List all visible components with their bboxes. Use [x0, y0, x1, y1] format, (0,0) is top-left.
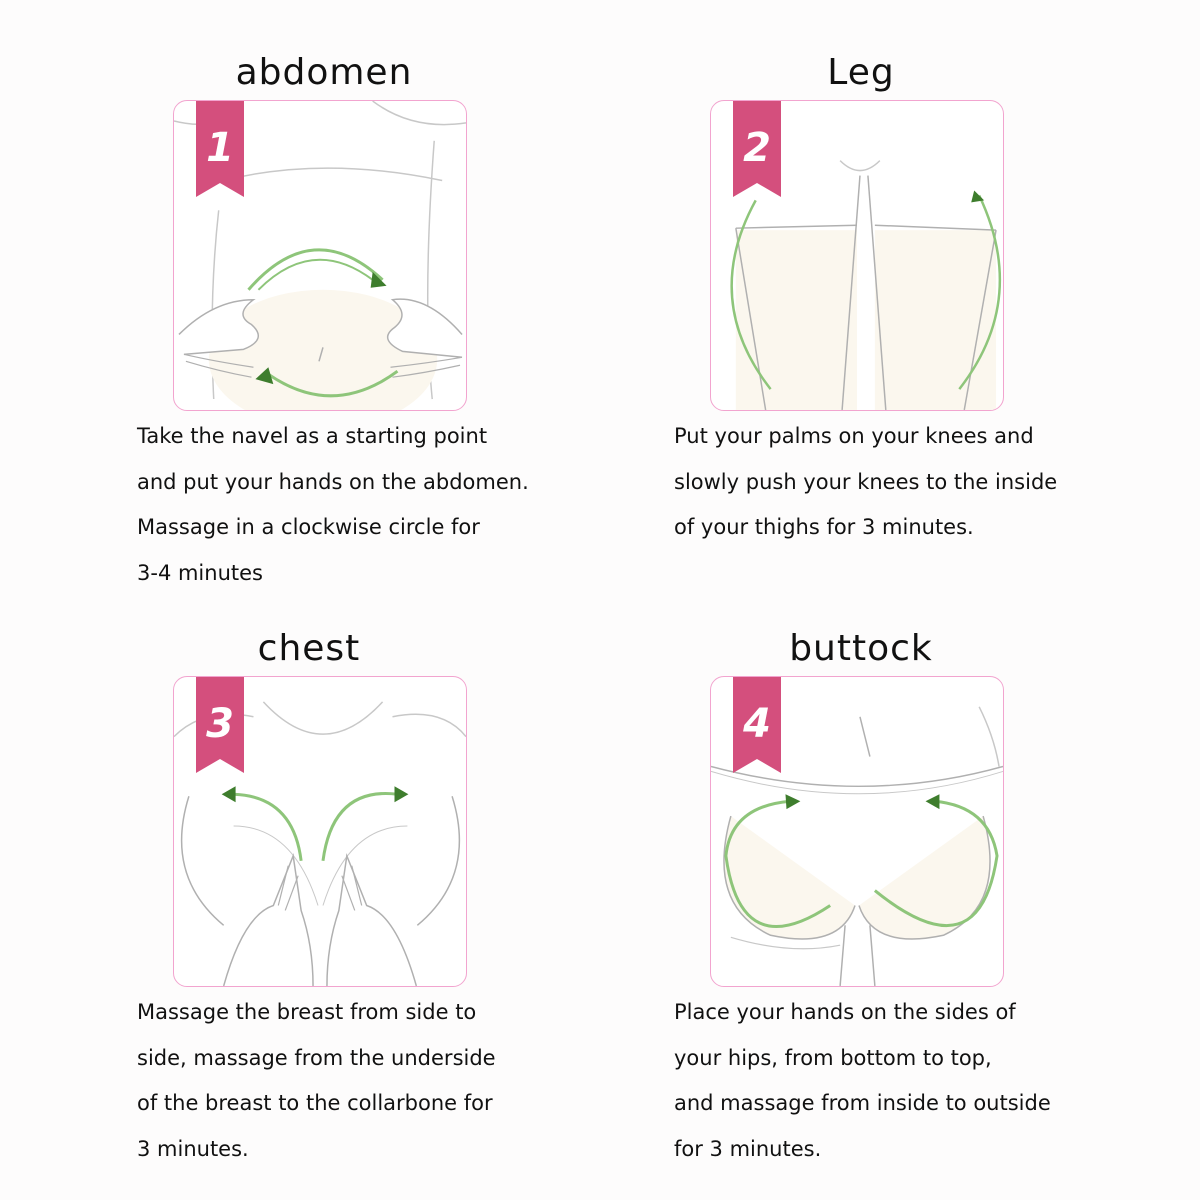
- description-line: of the breast to the collarbone for: [137, 1091, 493, 1115]
- description-line: Put your palms on your knees and: [674, 424, 1034, 448]
- step-number: 4: [743, 701, 771, 747]
- description-line: Place your hands on the sides of: [674, 1000, 1016, 1024]
- panel-abdomen: [54, 52, 594, 592]
- step-badge: [733, 100, 781, 197]
- abdomen-illustration: [173, 100, 467, 411]
- description-line: slowly push your knees to the inside: [674, 469, 1058, 494]
- description-line: of your thighs for 3 minutes.: [674, 515, 974, 539]
- description-line: Massage the breast from side to: [137, 1000, 477, 1024]
- panel-title: buttock: [789, 628, 933, 669]
- step-badge: [196, 100, 244, 197]
- leg-illustration: [710, 100, 1004, 411]
- step-badge: [196, 676, 244, 773]
- description-line: your hips, from bottom to top,: [674, 1045, 992, 1070]
- step-badge: [733, 676, 781, 773]
- panel-description: [137, 990, 496, 1172]
- panel-title: chest: [257, 628, 361, 669]
- panel-description: [674, 414, 1057, 551]
- step-number: 2: [743, 125, 771, 171]
- description-line: 3-4 minutes: [137, 560, 263, 585]
- panel-leg: [591, 52, 1131, 592]
- panel-chest: [54, 628, 594, 1168]
- buttock-illustration: [710, 676, 1004, 987]
- panel-description: [674, 990, 1051, 1172]
- panel-buttock: [591, 628, 1131, 1168]
- step-number: 1: [206, 125, 234, 171]
- chest-illustration: [173, 676, 467, 987]
- description-line: and put your hands on the abdomen.: [137, 469, 529, 494]
- description-line: Massage in a clockwise circle for: [137, 515, 480, 539]
- panel-title: abdomen: [235, 52, 413, 93]
- panel-title: Leg: [827, 52, 895, 93]
- description-line: Take the navel as a starting point: [137, 424, 488, 448]
- description-line: 3 minutes.: [137, 1136, 249, 1161]
- description-line: side, massage from the underside: [137, 1045, 496, 1070]
- description-line: for 3 minutes.: [674, 1136, 822, 1161]
- step-number: 3: [206, 701, 234, 747]
- panel-description: [137, 414, 529, 596]
- description-line: and massage from inside to outside: [674, 1091, 1051, 1115]
